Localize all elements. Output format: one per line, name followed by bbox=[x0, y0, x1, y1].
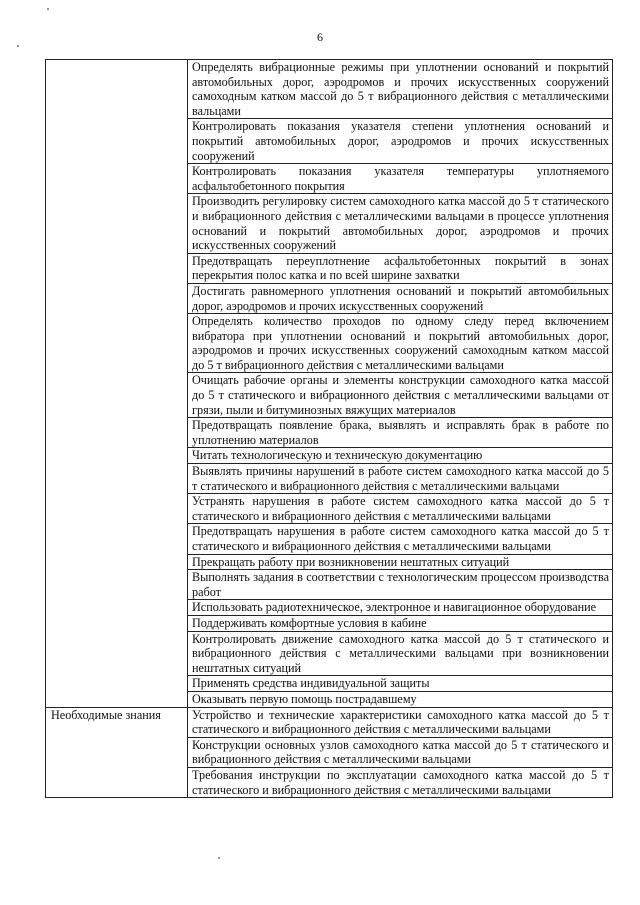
knowledge-label-cell: Необходимые знания bbox=[46, 707, 188, 798]
skill-item: Прекращать работу при возникновении нештатных ситуаций bbox=[188, 554, 613, 570]
skill-item: Устранять нарушения в работе систем самоходного катка массой до 5 т статического и вибрационного действия с металлическими вальцами bbox=[188, 494, 613, 524]
table-row bbox=[46, 60, 613, 119]
page-number: 6 bbox=[317, 30, 323, 44]
skill-item: Оказывать первую помощь пострадавшему bbox=[188, 691, 613, 707]
skill-item: Контролировать показания указателя температуры уплотняемого асфальтобетонного покрытия bbox=[188, 164, 613, 194]
skill-item: Читать технологическую и техническую документацию bbox=[188, 448, 613, 464]
skill-item: Выполнять задания в соответствии с технологическим процессом производства работ bbox=[188, 570, 613, 600]
scan-speck bbox=[17, 45, 19, 47]
skill-item: Определять количество проходов по одному следу перед включением вибратора при уплотнении оснований и покрытий автомобильных дорог, аэродромов и прочих искусственных сооружений самоходным катком массой до 5 т вибрационного действия с металлическими вальцами bbox=[188, 314, 613, 373]
knowledge-item: Требования инструкции по эксплуатации самоходного катка массой до 5 т статического и вибрационного действия с металлическими вальцами bbox=[188, 767, 613, 797]
knowledge-item: Устройство и технические характеристики самоходного катка массой до 5 т статического и вибрационного действия с металлическими вальцами bbox=[188, 707, 613, 737]
skill-item: Очищать рабочие органы и элементы конструкции самоходного катка массой до 5 т статического и вибрационного действия с металлическими вальцами от грязи, пыли и битуминозных вяжущих материалов bbox=[188, 373, 613, 418]
skill-item: Использовать радиотехническое, электронное и навигационное оборудование bbox=[188, 600, 613, 616]
table-row bbox=[46, 707, 613, 737]
skill-item: Достигать равномерного уплотнения оснований и покрытий автомобильных дорог, аэродромов и прочих искусственных сооружений bbox=[188, 283, 613, 313]
skill-item: Предотвращать переуплотнение асфальтобетонных покрытий в зонах перекрытия полос катка и по всей ширине захватки bbox=[188, 253, 613, 283]
skill-item: Предотвращать появление брака, выявлять и исправлять брак в работе по уплотнению материалов bbox=[188, 418, 613, 448]
skill-item: Применять средства индивидуальной защиты bbox=[188, 676, 613, 692]
skill-item: Поддерживать комфортные условия в кабине bbox=[188, 615, 613, 631]
skill-item: Производить регулировку систем самоходного катка массой до 5 т статического и вибрационного действия с металлическими вальцами в процессе уплотнения оснований и покрытий автомобильных дорог, аэродромов и прочих искусственных сооружений bbox=[188, 194, 613, 253]
skill-item: Выявлять причины нарушений в работе систем самоходного катка массой до 5 т статического и вибрационного действия с металлическими вальцами bbox=[188, 464, 613, 494]
qualification-table bbox=[45, 59, 613, 798]
skill-item: Контролировать показания указателя степени уплотнения оснований и покрытий автомобильных дорог, аэродромов и прочих искусственных сооружений bbox=[188, 119, 613, 164]
skill-item: Определять вибрационные режимы при уплотнении оснований и покрытий автомобильных дорог, аэродромов и прочих искусственных сооружений самоходным катком массой до 5 т вибрационного действия с металлическими вальцами bbox=[188, 60, 613, 119]
scan-speck bbox=[47, 8, 49, 10]
skills-label-cell bbox=[46, 60, 188, 708]
knowledge-item: Конструкции основных узлов самоходного катка массой до 5 т статического и вибрационного действия с металлическими вальцами bbox=[188, 737, 613, 767]
scan-speck bbox=[218, 857, 220, 859]
skill-item: Контролировать движение самоходного катка массой до 5 т статического и вибрационного действия с металлическими вальцами при возникновении нештатных ситуаций bbox=[188, 631, 613, 676]
skill-item: Предотвращать нарушения в работе систем самоходного катка массой до 5 т статического и вибрационного действия с металлическими вальцами bbox=[188, 524, 613, 554]
